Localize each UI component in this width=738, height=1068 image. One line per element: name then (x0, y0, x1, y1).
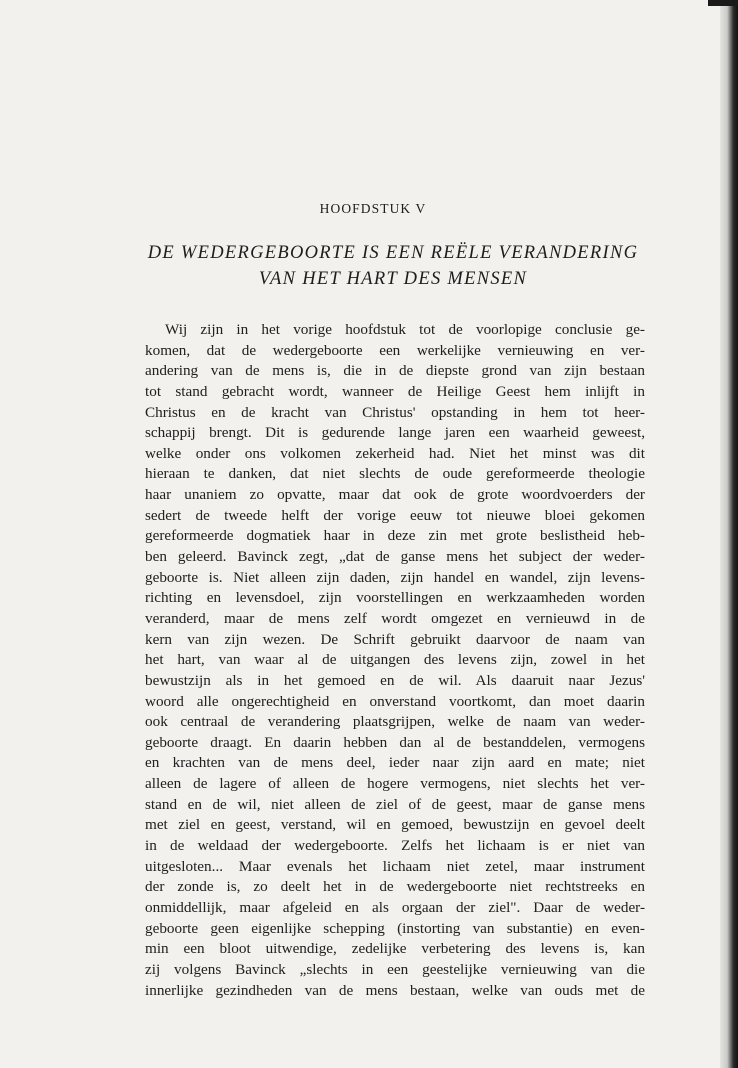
body-paragraph (145, 320, 645, 1001)
body-line: sedert de tweede helft der vorige eeuw tot nieuwe bloei gekomen (145, 506, 645, 524)
body-line: onmiddellijk, maar afgeleid en als orgaan der ziel". Daar de weder- (145, 898, 645, 916)
scan-edge-top (708, 0, 738, 6)
body-line: woord alle ongerechtigheid en onverstand voortkomt, dan moet daarin (145, 692, 645, 710)
body-line: veranderd, maar de mens zelf wordt omgezet en vernieuwd in de (145, 609, 645, 627)
body-line: uitgesloten... Maar evenals het lichaam niet zetel, maar instrument (145, 857, 645, 875)
chapter-title-line-2: VAN HET HART DES MENSEN (258, 269, 528, 289)
body-line: innerlijke gezindheden van de mens bestaan, welke van ouds met de (145, 981, 645, 999)
chapter-title (120, 240, 666, 292)
body-line: gereformeerde dogmatiek haar in deze zin met grote beslistheid heb- (145, 527, 645, 545)
body-line: tot stand gebracht wordt, wanneer de Heilige Geest hem inlijft in (145, 382, 645, 400)
body-line: stand en de wil, niet alleen de ziel of de geest, maar de ganse mens (145, 795, 645, 813)
body-line: richting en levensdoel, zijn voorstellingen en werkzaamheden worden (145, 589, 645, 607)
body-line: der zonde is, zo deelt het in de wedergeboorte niet rechtstreeks en (145, 878, 645, 896)
body-line: welke onder ons volkomen zekerheid had. Niet het minst was dit (145, 444, 645, 462)
body-line: kern van zijn wezen. De Schrift gebruikt daarvoor de naam van (145, 630, 645, 648)
body-line: en krachten van de mens deel, ieder naar zijn aard en mate; niet (145, 754, 645, 772)
body-line: andering van de mens is, die in de diepste grond van zijn bestaan (145, 362, 645, 380)
chapter-title-line-1: DE WEDERGEBOORTE IS EEN REËLE VERANDERING (147, 243, 639, 263)
body-line: hieraan te danken, dat niet slechts de oude gereformeerde theologie (145, 465, 645, 483)
body-line: haar unaniem zo opvatte, maar dat ook de grote woordvoerders der (145, 486, 645, 504)
body-line: met ziel en geest, verstand, wil en gemoed, bewustzijn en gevoel deelt (145, 816, 645, 834)
body-line: schappij brengt. Dit is gedurende lange jaren een waarheid geweest, (145, 424, 645, 442)
body-line: ook centraal de verandering plaatsgrijpen, welke de naam van weder- (145, 713, 645, 731)
body-line: ben geleerd. Bavinck zegt, „dat de ganse mens het subject der weder- (145, 548, 645, 566)
body-line: bewustzijn als in het gemoed en de wil. Als daaruit naar Jezus' (145, 671, 645, 689)
scan-edge (720, 0, 738, 1068)
body-line: Wij zijn in het vorige hoofdstuk tot de voorlopige conclusie ge- (165, 321, 645, 338)
body-line: zij volgens Bavinck „slechts in een geestelijke vernieuwing van die (145, 960, 645, 978)
body-line: komen, dat de wedergeboorte een werkelijke vernieuwing en ver- (145, 341, 645, 359)
body-line: geboorte geen eigenlijke schepping (instorting van substantie) en even- (145, 919, 645, 937)
body-line: geboorte draagt. En daarin hebben dan al de bestanddelen, vermogens (145, 733, 645, 751)
body-line: het hart, van waar al de uitgangen des levens zijn, zowel in het (145, 651, 645, 669)
body-line: Christus en de kracht van Christus' opstanding in hem tot heer- (145, 403, 645, 421)
chapter-label: HOOFDSTUK V (319, 201, 427, 216)
body-line: min een bloot uitwendige, zedelijke verbetering des levens is, kan (145, 940, 645, 958)
body-line: in de weldaad der wedergeboorte. Zelfs het lichaam is er niet van (145, 837, 645, 855)
body-line: geboorte is. Niet alleen zijn daden, zijn handel en wandel, zijn levens- (145, 568, 645, 586)
body-line: alleen de lagere of alleen de hogere vermogens, niet slechts het ver- (145, 775, 645, 793)
